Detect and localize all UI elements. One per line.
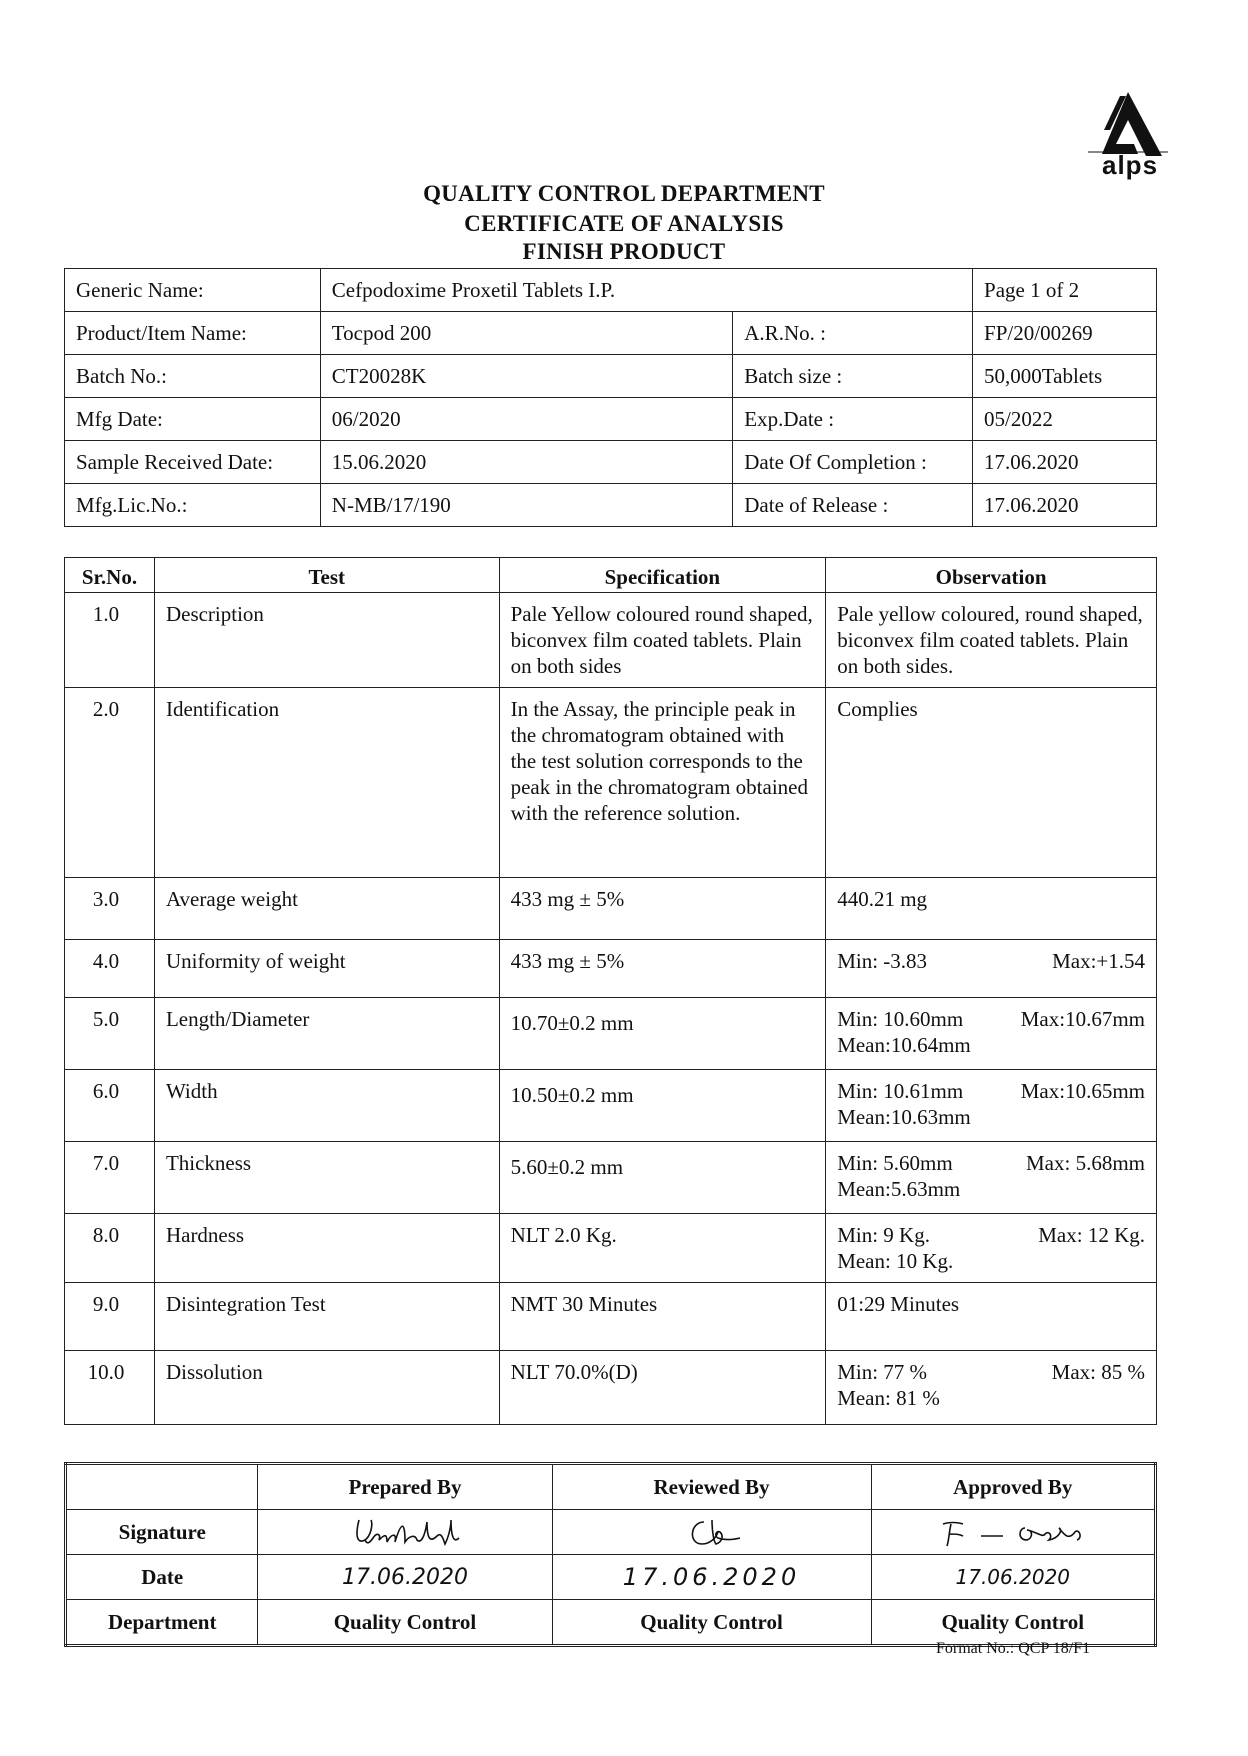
signature-label: Signature xyxy=(66,1510,258,1555)
observation-mean: Mean:5.63mm xyxy=(837,1177,961,1201)
product-label: Product/Item Name: xyxy=(65,312,321,355)
page-number: Page 1 of 2 xyxy=(973,269,1157,312)
observation-range xyxy=(837,1006,1145,1032)
specification-text: 10.50±0.2 mm xyxy=(510,1083,634,1107)
product-info-table xyxy=(64,268,1157,527)
sample-date-label: Sample Received Date: xyxy=(65,441,321,484)
test-name: Identification xyxy=(154,688,499,878)
specification-text: 10.70±0.2 mm xyxy=(510,1011,634,1035)
document-title: CERTIFICATE OF ANALYSIS xyxy=(464,211,784,236)
signature-row xyxy=(66,1510,1156,1555)
column-header-test: Test xyxy=(154,558,499,593)
specification xyxy=(499,1142,826,1214)
prepared-by-header: Prepared By xyxy=(258,1464,552,1510)
observation: Pale yellow coloured, round shaped, biconvex film coated tablets. Plain on both sides. xyxy=(826,593,1157,688)
info-row xyxy=(65,312,1157,355)
observation-min: Min: 10.60mm xyxy=(837,1007,964,1031)
prepared-signature-scribble xyxy=(325,1514,485,1550)
sr-no: 5.0 xyxy=(65,998,155,1070)
reviewed-signature-scribble xyxy=(632,1514,792,1550)
completion-date-label: Date Of Completion : xyxy=(733,441,973,484)
prepared-date xyxy=(258,1555,552,1600)
approved-date xyxy=(871,1555,1155,1600)
logo-wordmark: alps xyxy=(1102,150,1159,180)
mfg-date-value: 06/2020 xyxy=(320,398,732,441)
exp-date-label: Exp.Date : xyxy=(733,398,973,441)
table-row xyxy=(65,940,1157,998)
observation-range xyxy=(837,1359,1145,1385)
format-number: Format No.: QCP 18/F1 xyxy=(936,1640,1091,1657)
sr-no: 7.0 xyxy=(65,1142,155,1214)
specification: NLT 70.0%(D) xyxy=(499,1351,826,1425)
observation xyxy=(826,940,1157,998)
table-row xyxy=(65,688,1157,878)
info-row xyxy=(65,484,1157,527)
reviewed-department: Quality Control xyxy=(552,1600,871,1646)
release-date-value: 17.06.2020 xyxy=(973,484,1157,527)
table-header-row xyxy=(65,558,1157,593)
department-label: Department xyxy=(66,1600,258,1646)
column-header-specification: Specification xyxy=(499,558,826,593)
observation-min: Min: -3.83 xyxy=(837,949,928,973)
ar-value: FP/20/00269 xyxy=(973,312,1157,355)
mfg-date-label: Mfg Date: xyxy=(65,398,321,441)
approved-department: Quality Control xyxy=(871,1600,1155,1646)
observation-mean: Mean: 81 % xyxy=(837,1386,940,1410)
table-row xyxy=(65,1351,1157,1425)
sr-no: 9.0 xyxy=(65,1283,155,1351)
ar-label: A.R.No. : xyxy=(733,312,973,355)
approved-signature-scribble xyxy=(913,1514,1113,1550)
prepared-signature xyxy=(258,1510,552,1555)
sr-no: 10.0 xyxy=(65,1351,155,1425)
table-row xyxy=(65,1070,1157,1142)
test-name: Description xyxy=(154,593,499,688)
observation-max: Max: 5.68mm xyxy=(1026,1151,1145,1175)
reviewed-signature xyxy=(552,1510,871,1555)
observation-mean: Mean: 10 Kg. xyxy=(837,1249,954,1273)
blank-header xyxy=(66,1464,258,1510)
info-row xyxy=(65,269,1157,312)
specification: 433 mg ± 5% xyxy=(499,940,826,998)
batch-label: Batch No.: xyxy=(65,355,321,398)
specification: 433 mg ± 5% xyxy=(499,878,826,940)
specification-text: 5.60±0.2 mm xyxy=(510,1155,624,1179)
observation: 01:29 Minutes xyxy=(826,1283,1157,1351)
observation-min: Min: 77 % xyxy=(837,1360,928,1384)
department-heading: QUALITY CONTROL DEPARTMENT xyxy=(423,181,825,206)
table-row xyxy=(65,998,1157,1070)
specification xyxy=(499,998,826,1070)
approved-by-header: Approved By xyxy=(871,1464,1155,1510)
observation-mean: Mean:10.63mm xyxy=(837,1105,971,1129)
specification: In the Assay, the principle peak in the chromatogram obtained with the test solution corresponds to the peak in the chromatogram obtained with the reference solution. xyxy=(499,688,826,878)
specification: NLT 2.0 Kg. xyxy=(499,1214,826,1283)
table-row xyxy=(65,1214,1157,1283)
completion-date-value: 17.06.2020 xyxy=(973,441,1157,484)
date-row xyxy=(66,1555,1156,1600)
observation xyxy=(826,1351,1157,1425)
observation-range xyxy=(837,1078,1145,1104)
sample-date-value: 15.06.2020 xyxy=(320,441,732,484)
prepared-department: Quality Control xyxy=(258,1600,552,1646)
observation: Complies xyxy=(826,688,1157,878)
specification: NMT 30 Minutes xyxy=(499,1283,826,1351)
license-value: N-MB/17/190 xyxy=(320,484,732,527)
table-row xyxy=(65,593,1157,688)
reviewed-by-header: Reviewed By xyxy=(552,1464,871,1510)
observation xyxy=(826,1142,1157,1214)
generic-name-value: Cefpodoxime Proxetil Tablets I.P. xyxy=(320,269,972,312)
prepared-date-text: 17.06.2020 xyxy=(342,1564,468,1590)
test-name: Width xyxy=(154,1070,499,1142)
batch-size-value: 50,000Tablets xyxy=(973,355,1157,398)
test-name: Uniformity of weight xyxy=(154,940,499,998)
signoff-table xyxy=(64,1462,1157,1647)
license-label: Mfg.Lic.No.: xyxy=(65,484,321,527)
observation-min: Min: 10.61mm xyxy=(837,1079,964,1103)
sr-no: 6.0 xyxy=(65,1070,155,1142)
observation: 440.21 mg xyxy=(826,878,1157,940)
column-header-observation: Observation xyxy=(826,558,1157,593)
department-row xyxy=(66,1600,1156,1646)
observation-range xyxy=(837,1222,1145,1248)
observation-max: Max:10.65mm xyxy=(1020,1079,1145,1103)
sr-no: 4.0 xyxy=(65,940,155,998)
generic-name-label: Generic Name: xyxy=(65,269,321,312)
observation-min: Min: 5.60mm xyxy=(837,1151,953,1175)
info-row xyxy=(65,355,1157,398)
test-name: Dissolution xyxy=(154,1351,499,1425)
observation-range xyxy=(837,948,1145,974)
info-row xyxy=(65,398,1157,441)
approved-date-text: 17.06.2020 xyxy=(955,1564,1071,1589)
specification xyxy=(499,1070,826,1142)
test-name: Disintegration Test xyxy=(154,1283,499,1351)
observation-range xyxy=(837,1150,1145,1176)
table-row xyxy=(65,878,1157,940)
observation-max: Max: 12 Kg. xyxy=(1038,1223,1145,1247)
date-label: Date xyxy=(66,1555,258,1600)
batch-size-label: Batch size : xyxy=(733,355,973,398)
test-name: Hardness xyxy=(154,1214,499,1283)
batch-value: CT20028K xyxy=(320,355,732,398)
column-header-sr: Sr.No. xyxy=(65,558,155,593)
info-row xyxy=(65,441,1157,484)
observation xyxy=(826,1214,1157,1283)
test-name: Thickness xyxy=(154,1142,499,1214)
sr-no: 8.0 xyxy=(65,1214,155,1283)
product-value: Tocpod 200 xyxy=(320,312,732,355)
table-row xyxy=(65,1283,1157,1351)
test-results-table xyxy=(64,557,1157,1425)
observation-min: Min: 9 Kg. xyxy=(837,1223,930,1247)
approved-signature xyxy=(871,1510,1155,1555)
reviewed-date xyxy=(552,1555,871,1600)
specification: Pale Yellow coloured round shaped, biconvex film coated tablets. Plain on both sides xyxy=(499,593,826,688)
signoff-header-row xyxy=(66,1464,1156,1510)
document-subtitle: FINISH PRODUCT xyxy=(522,239,726,264)
reviewed-date-text: 17.06.2020 xyxy=(622,1563,801,1591)
test-name: Length/Diameter xyxy=(154,998,499,1070)
observation-mean: Mean:10.64mm xyxy=(837,1033,971,1057)
exp-date-value: 05/2022 xyxy=(973,398,1157,441)
observation-max: Max:+1.54 xyxy=(1052,949,1145,973)
table-row xyxy=(65,1142,1157,1214)
observation xyxy=(826,998,1157,1070)
observation-max: Max:10.67mm xyxy=(1020,1007,1145,1031)
sr-no: 2.0 xyxy=(65,688,155,878)
test-name: Average weight xyxy=(154,878,499,940)
observation xyxy=(826,1070,1157,1142)
sr-no: 3.0 xyxy=(65,878,155,940)
release-date-label: Date of Release : xyxy=(733,484,973,527)
sr-no: 1.0 xyxy=(65,593,155,688)
observation-max: Max: 85 % xyxy=(1051,1360,1145,1384)
